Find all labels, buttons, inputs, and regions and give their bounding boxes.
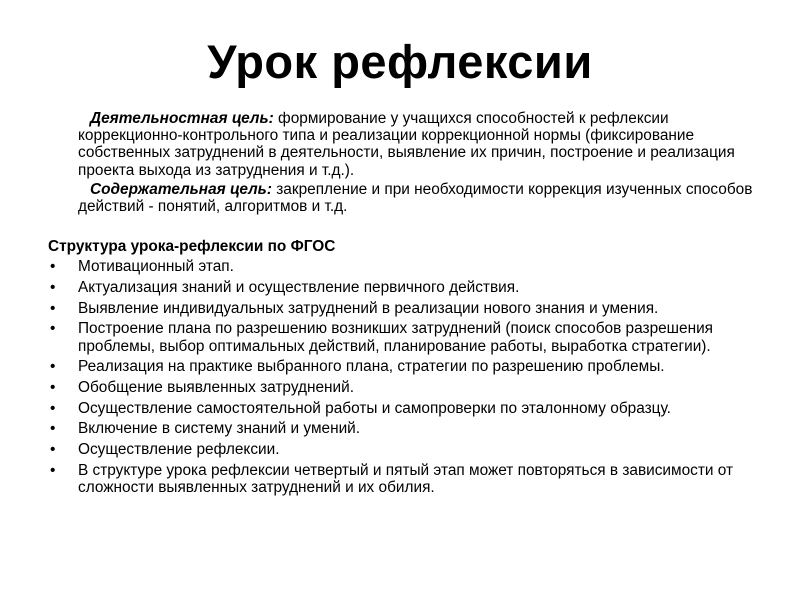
bullet-icon: •: [50, 441, 56, 459]
structure-heading: Структура урока-рефлексии по ФГОС: [48, 238, 336, 255]
step-text: Актуализация знаний и осуществление первичного действия.: [78, 278, 520, 296]
bullet-icon: •: [50, 358, 56, 376]
step-text: Выявление индивидуальных затруднений в реализации нового знания и умения.: [78, 299, 659, 317]
list-item: [48, 279, 768, 296]
list-item: [48, 300, 768, 317]
activity-goal: [78, 110, 768, 179]
bullet-icon: •: [50, 299, 56, 317]
bullet-icon: •: [50, 320, 56, 338]
bullet-icon: •: [50, 258, 56, 276]
list-item: [48, 379, 768, 396]
list-item: [48, 420, 768, 437]
step-text: Построение плана по разрешению возникших затруднений (поиск способов разрешения проблемы, выбор оптимальных действий, планирование работы, выработка стратегии).: [78, 320, 714, 355]
step-text: Мотивационный этап.: [78, 258, 234, 276]
bullet-icon: •: [50, 278, 56, 296]
list-item: [48, 462, 768, 496]
goals-section: [78, 110, 768, 215]
step-text: Обобщение выявленных затруднений.: [78, 378, 355, 396]
bullet-icon: •: [50, 399, 56, 417]
steps-list: [48, 258, 768, 496]
list-item: [48, 400, 768, 417]
slide-title: Урок рефлексии: [207, 35, 593, 88]
step-text: В структуре урока рефлексии четвертый и пятый этап может повторяться в зависимости от сложности выявленных затруднений и их обилия.: [78, 461, 734, 496]
content-goal-text: закрепление и при необходимости коррекция изученных способов действий - понятий, алгоритмов и т.д.: [78, 180, 753, 216]
bullet-icon: •: [50, 378, 56, 396]
list-item: [48, 320, 768, 354]
step-text: Осуществление самостоятельной работы и самопроверки по эталонному образцу.: [78, 399, 671, 417]
activity-goal-label: Деятельностная цель:: [90, 110, 274, 127]
list-item: [48, 258, 768, 275]
content-goal-label: Содержательная цель:: [90, 180, 272, 198]
list-item: [48, 441, 768, 458]
activity-goal-text: формирование у учащихся способностей к рефлексии коррекционно-контрольного типа и реализации коррекционной нормы (фиксирование собственных затруднений в деятельности, выявление их причин, построение и реализация проекта выхода из затруднения и т.д.).: [78, 110, 735, 179]
step-text: Включение в систему знаний и умений.: [78, 420, 361, 438]
content-goal: [78, 181, 768, 215]
bullet-icon: •: [50, 461, 56, 479]
structure-section: [48, 238, 768, 500]
bullet-icon: •: [50, 420, 56, 438]
step-text: Осуществление рефлексии.: [78, 441, 280, 459]
list-item: [48, 358, 768, 375]
step-text: Реализация на практике выбранного плана, стратегии по разрешению проблемы.: [78, 358, 665, 376]
